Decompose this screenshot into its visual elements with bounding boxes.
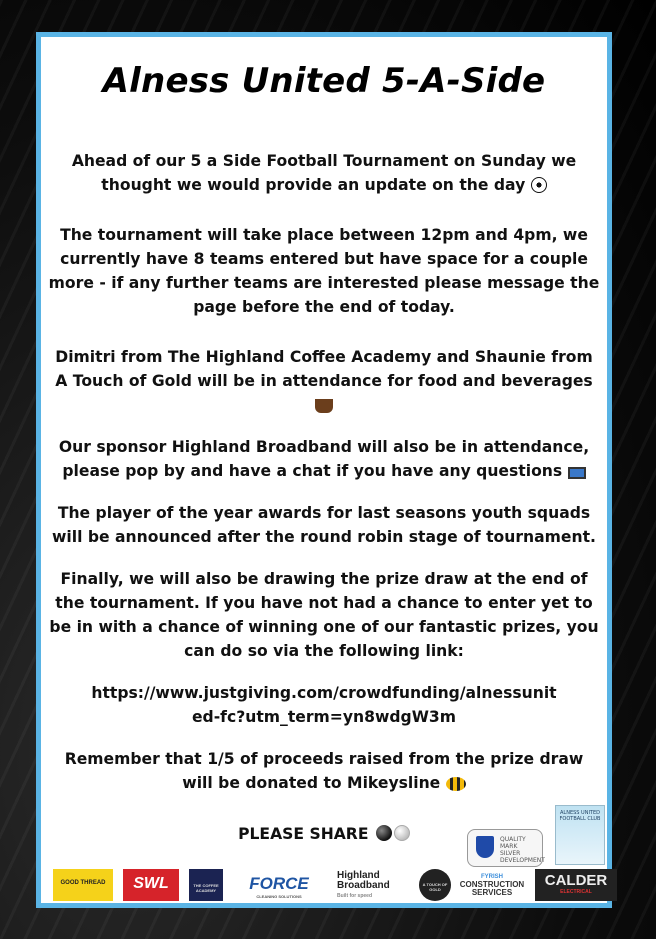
share-text: PLEASE SHARE bbox=[238, 825, 369, 843]
white-ball-icon bbox=[394, 825, 410, 841]
sponsor-highland-broadband-logo: Highland Broadband Built for speed bbox=[337, 869, 411, 901]
sponsor-coffee-academy-logo: THE COFFEE ACADEMY bbox=[189, 869, 223, 901]
poster-body bbox=[47, 149, 601, 813]
sponsor-strip bbox=[53, 869, 608, 903]
sponsor-good-thread-logo: GOOD THREAD bbox=[53, 869, 113, 901]
paragraph-awards: The player of the year awards for last seasons youth squads will be announced after the round robin stage of tournament. bbox=[52, 504, 596, 546]
scotland-shield-icon bbox=[476, 836, 494, 858]
justgiving-link[interactable]: https://www.justgiving.com/crowdfunding/alnessunited-fc?utm_term=yn8wdgW3m bbox=[91, 684, 557, 726]
laptop-icon bbox=[568, 467, 586, 479]
paragraph-donation: Remember that 1/5 of proceeds raised from the prize draw will be donated to Mikeysline bbox=[64, 750, 584, 792]
black-ball-icon bbox=[376, 825, 392, 841]
poster-title: Alness United 5-A-Side bbox=[102, 61, 546, 101]
quality-mark-badge: QUALITY MARK SILVER DEVELOPMENT bbox=[467, 829, 543, 867]
paragraph-sponsor: Our sponsor Highland Broadband will also be in attendance, please pop by and have a chat if you have any questions bbox=[58, 438, 590, 480]
sponsor-fyrish-logo: FYRISH CONSTRUCTION SERVICES bbox=[457, 869, 527, 901]
paragraph-times: The tournament will take place between 12pm and 4pm, we currently have 8 teams entered but have space for a couple more - if any further teams are interested please message the page before the end of today. bbox=[48, 226, 600, 316]
paragraph-food: Dimitri from The Highland Coffee Academy and Shaunie from A Touch of Gold will be in attendance for food and beverages bbox=[47, 345, 601, 417]
sponsor-calder-logo: CALDER ELECTRICAL bbox=[535, 869, 617, 901]
coffee-icon bbox=[315, 399, 333, 413]
paragraph-prize-draw: Finally, we will also be drawing the prize draw at the end of the tournament. If you have not had a chance to enter yet to be in with a chance of winning one of our fantastic prizes, you can do so via the following link: bbox=[49, 570, 599, 660]
club-logo: ALNESS UNITED FOOTBALL CLUB bbox=[555, 805, 605, 865]
sponsor-touch-of-gold-logo: A TOUCH OF GOLD bbox=[419, 869, 451, 901]
sponsor-swl-logo: SWL bbox=[123, 869, 179, 901]
sponsor-force-logo: FORCE CLEANING SOLUTIONS bbox=[231, 869, 327, 901]
football-icon bbox=[531, 177, 547, 193]
poster bbox=[36, 32, 612, 908]
bee-icon bbox=[446, 777, 466, 791]
paragraph-intro: Ahead of our 5 a Side Football Tournament on Sunday we thought we would provide an update on the day bbox=[71, 152, 577, 194]
